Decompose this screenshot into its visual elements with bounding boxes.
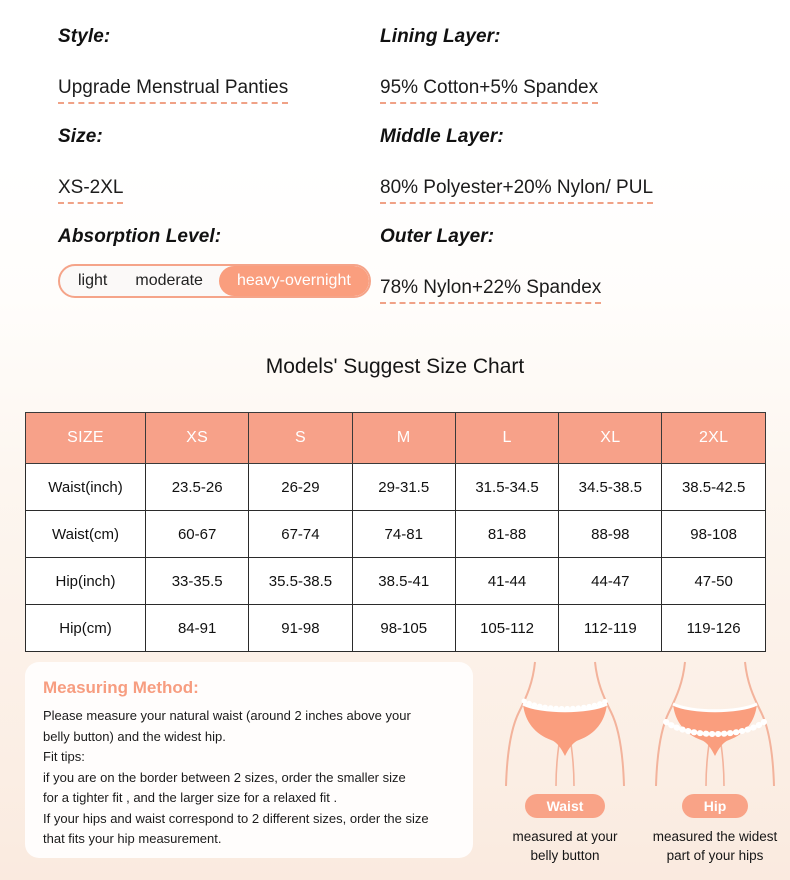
waist-tag: Waist [525, 794, 606, 818]
spec-label-outer-layer: Outer Layer: [380, 226, 495, 247]
cell-hip-cm-2xl: 119-126 [662, 605, 765, 652]
spec-value-outer-layer: 78% Nylon+22% Spandex [380, 277, 601, 304]
spec-label-middle-layer: Middle Layer: [380, 126, 504, 147]
cell-waist-inch-l: 31.5-34.5 [455, 464, 558, 511]
hip-caption-line1: measured the widest [652, 829, 778, 844]
spec-label-size: Size: [58, 126, 103, 147]
table-header-xl: XL [559, 413, 662, 464]
illustration-waist [490, 660, 640, 880]
cell-waist-cm-m: 74-81 [352, 511, 455, 558]
cell-waist-cm-2xl: 98-108 [662, 511, 765, 558]
cell-hip-inch-m: 38.5-41 [352, 558, 455, 605]
cell-hip-inch-2xl: 47-50 [662, 558, 765, 605]
hip-tag: Hip [682, 794, 749, 818]
cell-waist-cm-xl: 88-98 [559, 511, 662, 558]
cell-hip-inch-xl: 44-47 [559, 558, 662, 605]
table-row [26, 558, 766, 605]
hip-caption [653, 827, 778, 865]
hip-figure-icon [649, 660, 781, 788]
spec-label-absorption: Absorption Level: [58, 226, 222, 247]
table-header-m: M [352, 413, 455, 464]
measurement-illustrations [490, 660, 790, 880]
cell-waist-inch-xs: 23.5-26 [146, 464, 249, 511]
spec-column-right [370, 26, 790, 304]
cell-hip-cm-xl: 112-119 [559, 605, 662, 652]
table-header-s: S [249, 413, 352, 464]
table-row [26, 511, 766, 558]
cell-waist-inch-2xl: 38.5-42.5 [662, 464, 765, 511]
absorption-option-moderate[interactable]: moderate [135, 272, 203, 289]
measuring-method-card [25, 662, 473, 858]
measuring-method-title: Measuring Method: [43, 678, 199, 697]
cell-waist-inch-xl: 34.5-38.5 [559, 464, 662, 511]
table-header-l: L [455, 413, 558, 464]
spec-value-style: Upgrade Menstrual Panties [58, 77, 288, 104]
table-header-xs: XS [146, 413, 249, 464]
spec-label-lining-layer: Lining Layer: [380, 26, 501, 47]
method-line: if you are on the border between 2 sizes, order the smaller size [43, 769, 406, 785]
absorption-option-heavy-overnight[interactable]: heavy-overnight [219, 266, 369, 296]
cell-hip-inch-xs: 33-35.5 [146, 558, 249, 605]
row-label-waist-inch: Waist(inch) [26, 464, 146, 511]
method-line: for a tighter fit , and the larger size for a relaxed fit . [43, 790, 338, 805]
spec-value-middle-layer: 80% Polyester+20% Nylon/ PUL [380, 177, 653, 204]
cell-hip-cm-l: 105-112 [455, 605, 558, 652]
measuring-method-body [43, 706, 453, 850]
absorption-level-selector[interactable] [58, 264, 371, 298]
table-row [26, 464, 766, 511]
waist-caption [512, 827, 617, 865]
row-label-waist-cm: Waist(cm) [26, 511, 146, 558]
row-label-hip-cm: Hip(cm) [26, 605, 146, 652]
hip-caption-line2: part of your hips [666, 848, 764, 863]
spec-value-lining-layer: 95% Cotton+5% Spandex [380, 77, 598, 104]
table-header-size: SIZE [26, 413, 146, 464]
cell-hip-cm-m: 98-105 [352, 605, 455, 652]
table-header-2xl: 2XL [662, 413, 765, 464]
cell-hip-inch-s: 35.5-38.5 [249, 558, 352, 605]
spec-column-left [0, 26, 370, 304]
spec-label-style: Style: [58, 26, 111, 47]
cell-waist-cm-xs: 60-67 [146, 511, 249, 558]
cell-hip-inch-l: 41-44 [455, 558, 558, 605]
size-chart-table [25, 412, 766, 652]
method-line: Please measure your natural waist (around 2 inches above your [43, 708, 411, 723]
waist-figure-icon [499, 660, 631, 788]
product-spec-section [0, 26, 790, 304]
method-line: If your hips and waist correspond to 2 different sizes, order the size [43, 810, 429, 826]
table-header-row [26, 413, 766, 464]
cell-waist-inch-s: 26-29 [249, 464, 352, 511]
waist-caption-line2: belly button [530, 848, 600, 863]
method-line: Fit tips: [43, 749, 85, 764]
spec-value-size: XS-2XL [58, 177, 123, 204]
method-line: that fits your hip measurement. [43, 831, 222, 846]
size-chart-title: Models' Suggest Size Chart [265, 355, 525, 378]
cell-hip-cm-xs: 84-91 [146, 605, 249, 652]
table-row [26, 605, 766, 652]
cell-waist-inch-m: 29-31.5 [352, 464, 455, 511]
illustration-hip [640, 660, 790, 880]
row-label-hip-inch: Hip(inch) [26, 558, 146, 605]
waist-caption-line1: measured at your [512, 829, 618, 844]
cell-waist-cm-s: 67-74 [249, 511, 352, 558]
cell-hip-cm-s: 91-98 [249, 605, 352, 652]
method-line: belly button) and the widest hip. [43, 728, 226, 744]
cell-waist-cm-l: 81-88 [455, 511, 558, 558]
absorption-option-light[interactable]: light [78, 272, 108, 289]
